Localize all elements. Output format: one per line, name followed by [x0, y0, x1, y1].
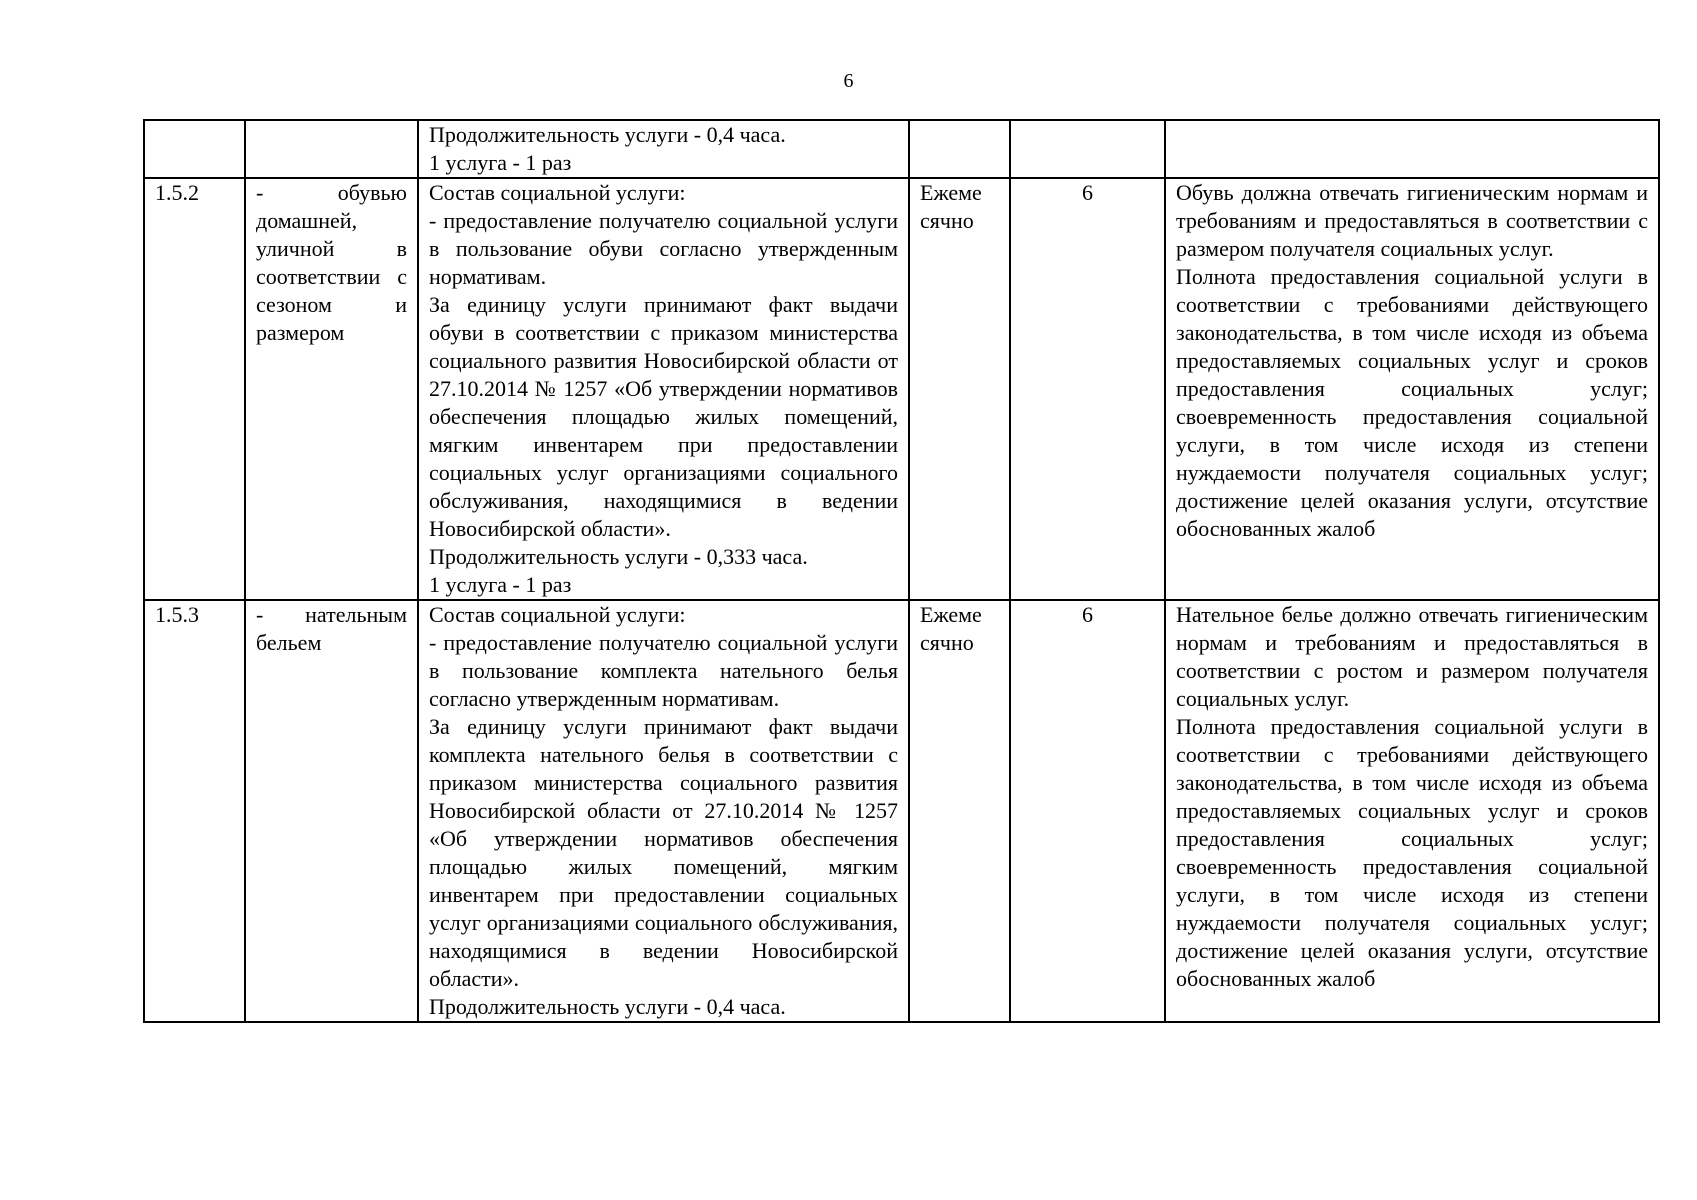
content-paragraph: 1 услуга - 1 раз — [429, 150, 572, 175]
cell-service-name — [245, 120, 418, 178]
content-paragraph: Продолжительность услуги - 0,4 часа. — [429, 994, 786, 1019]
cell-service-name: - нательным бельем — [245, 600, 418, 1022]
cell-service-name: - обувью домашней, уличной в соответствии с сезоном и размером — [245, 178, 418, 600]
cell-service-content — [418, 120, 909, 178]
content-paragraph: Состав социальной услуги: — [429, 602, 686, 627]
quality-paragraph: Нательное белье должно отвечать гигиеническим нормам и требованиям и предоставляться в соответствии с ростом и размером получателя социальных услуг. — [1176, 602, 1648, 711]
quality-paragraph: Полнота предоставления социальной услуги в соответствии с требованиями действующего законодательства, в том числе исходя из объема предоставляемых социальных услуг и сроков предоставления социальных услуг; своевременность предоставления социальной услуги, в том числе исходя из степени нуждаемости получателя социальных услуг; достижение целей оказания услуги, отсутствие обоснованных жалоб — [1176, 264, 1648, 541]
cell-service-content — [418, 600, 909, 1022]
content-paragraph: - предоставление получателю социальной услуги в пользование комплекта нательного белья согласно утвержденным нормативам. — [429, 630, 898, 711]
content-paragraph: За единицу услуги принимают факт выдачи комплекта нательного белья в соответствии с приказом министерства социального развития Новосибирской области от 27.10.2014 № 1257 «Об утверждении нормативов обеспечения площадью жилых помещений, мягким инвентарем при предоставлении социальных услуг организациями социального обслуживания, находящимися в ведении Новосибирской области». — [429, 714, 898, 991]
cell-number: 1.5.3 — [144, 600, 245, 1022]
cell-volume: 6 — [1010, 600, 1165, 1022]
content-paragraph: - предоставление получателю социальной услуги в пользование обуви согласно утвержденным нормативам. — [429, 208, 898, 289]
cell-number: 1.5.2 — [144, 178, 245, 600]
content-paragraph: 1 услуга - 1 раз — [429, 572, 572, 597]
quality-paragraph: Полнота предоставления социальной услуги в соответствии с требованиями действующего законодательства, в том числе исходя из объема предоставляемых социальных услуг и сроков предоставления социальных услуг; своевременность предоставления социальной услуги, в том числе исходя из степени нуждаемости получателя социальных услуг; достижение целей оказания услуги, отсутствие обоснованных жалоб — [1176, 714, 1648, 991]
cell-quality — [1165, 178, 1659, 600]
content-paragraph: Продолжительность услуги - 0,333 часа. — [429, 544, 808, 569]
cell-volume: 6 — [1010, 178, 1165, 600]
content-paragraph: За единицу услуги принимают факт выдачи обуви в соответствии с приказом министерства социального развития Новосибирской области от 27.10.2014 № 1257 «Об утверждении нормативов обеспечения площадью жилых помещений, мягким инвентарем при предоставлении социальных услуг организациями социального обслуживания, находящимися в ведении Новосибирской области». — [429, 292, 898, 541]
page-number: 6 — [843, 70, 854, 92]
quality-paragraph: Обувь должна отвечать гигиеническим нормам и требованиям и предоставляться в соответствии с размером получателя социальных услуг. — [1176, 180, 1648, 261]
cell-service-content — [418, 178, 909, 600]
table-row — [144, 600, 1659, 1022]
cell-periodicity: Ежеме сячно — [909, 178, 1010, 600]
table-row — [144, 120, 1659, 178]
cell-quality — [1165, 600, 1659, 1022]
content-paragraph: Продолжительность услуги - 0,4 часа. — [429, 122, 786, 147]
table-row — [144, 178, 1659, 600]
cell-quality — [1165, 120, 1659, 178]
cell-periodicity: Ежеме сячно — [909, 600, 1010, 1022]
services-table — [143, 119, 1660, 1023]
cell-volume — [1010, 120, 1165, 178]
cell-periodicity — [909, 120, 1010, 178]
content-paragraph: Состав социальной услуги: — [429, 180, 686, 205]
cell-number — [144, 120, 245, 178]
